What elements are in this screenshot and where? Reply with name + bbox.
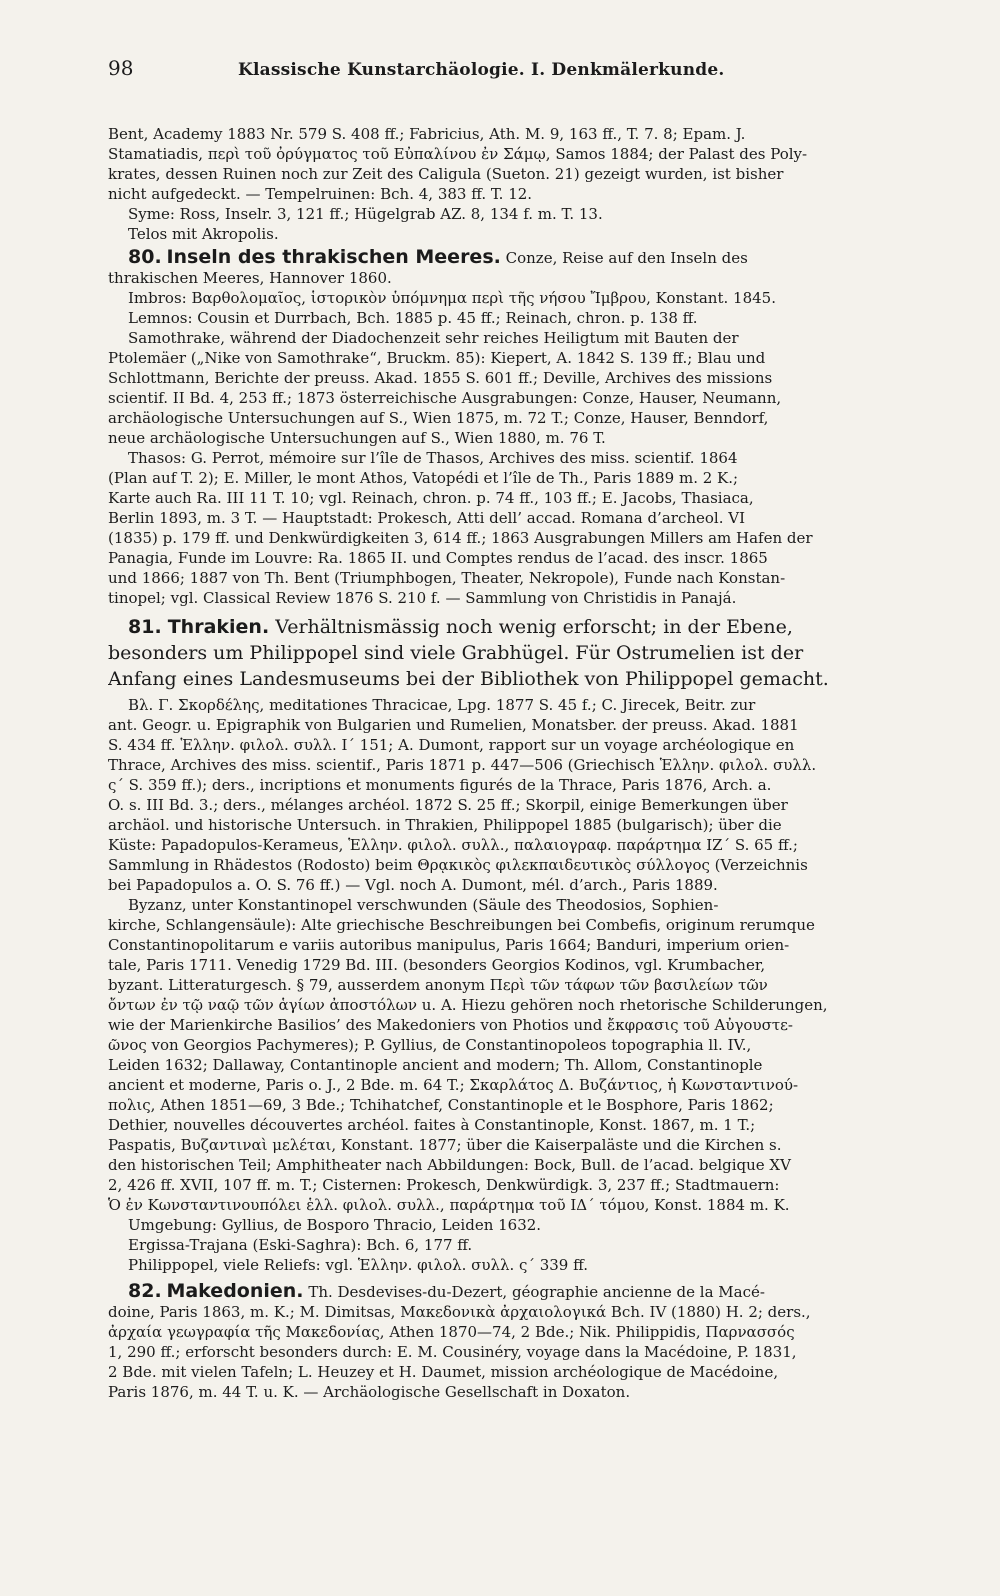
- text-line: krates, dessen Ruinen noch zur Zeit des Caligula (Sueton. 21) gezeigt wurden, ist bisher: [108, 165, 784, 183]
- text-line: O. s. III Bd. 3.; ders., mélanges archéol. 1872 S. 25 ff.; Skorpil, einige Bemerkungen über: [108, 796, 788, 814]
- text-line: Paspatis, Βυζαντιναὶ μελέται, Konstant. 1877; über die Kaiserpaläste und die Kirchen s.: [108, 1136, 782, 1154]
- text-line: Βλ. Γ. Σκορδέλης, meditationes Thracicae, Lpg. 1877 S. 45 f.; C. Jirecek, Beitr. zur: [128, 696, 756, 714]
- text-line: nicht aufgedeckt. — Tempelruinen: Bch. 4, 383 ff. T. 12.: [108, 185, 533, 203]
- text-line: Ὁ ἐν Κωνσταντινουπόλει ἑλλ. φιλολ. συλλ., παράρτημα τοῦ ΙΔ΄ τόμου, Konst. 1884 m. K.: [108, 1196, 790, 1214]
- text-line: doine, Paris 1863, m. K.; M. Dimitsas, Μακεδονικὰ ἀρχαιολογικά Bch. IV (1880) H. 2; ders.,: [108, 1303, 811, 1321]
- lead-line: Anfang eines Landesmuseums bei der Bibliothek von Philippopel gemacht.: [108, 668, 829, 690]
- lead-line: Verhältnismässig noch wenig erforscht; in der Ebene,: [275, 616, 793, 638]
- text-line: wie der Marienkirche Basilios’ des Makedoniers von Photios und ἔκφρασις τοῦ Αὐγουστε-: [108, 1016, 793, 1034]
- bibliography-samos: [108, 124, 956, 244]
- text-line: Constantinopolitarum e variis autoribus manipulus, Paris 1664; Banduri, imperium orien-: [108, 936, 790, 954]
- text-line: Leiden 1632; Dallaway, Contantinople ancient and modern; Th. Allom, Constantinople: [108, 1056, 763, 1074]
- text-line: Samothrake, während der Diadochenzeit sehr reiches Heiligtum mit Bauten der: [128, 329, 739, 347]
- text-line: ῶνος von Georgios Pachymeres); P. Gyllius, de Constantinopoleos topographia ll. IV.,: [108, 1036, 752, 1054]
- lead-line: besonders um Philippopel sind viele Grabhügel. Für Ostrumelien ist der: [108, 642, 804, 664]
- section-title: Thrakien.: [167, 616, 270, 638]
- text-line: (Plan auf T. 2); E. Miller, le mont Athos, Vatopédi et l’île de Th., Paris 1889 m. 2 K.;: [108, 469, 739, 487]
- running-title: Klassische Kunstarchäologie. I. Denkmälerkunde.: [238, 60, 725, 80]
- section-title: Makedonien.: [166, 1281, 304, 1302]
- text-line: ὄντων ἐν τῷ ναῷ τῶν ἁγίων ἀποστόλων u. A. Hiezu gehören noch rhetorische Schilderungen,: [108, 996, 828, 1014]
- section-number: 80.: [128, 247, 162, 268]
- section-81-heading: [108, 614, 956, 640]
- text-line: Panagia, Funde im Louvre: Ra. 1865 II. und Comptes rendus de l’acad. des inscr. 1865: [108, 549, 768, 567]
- text-line: Th. Desdevises-du-Dezert, géographie ancienne de la Macé-: [308, 1283, 765, 1301]
- text-line: Paris 1876, m. 44 T. u. K. — Archäologische Gesellschaft in Doxaton.: [108, 1383, 631, 1401]
- text-line: ς΄ S. 359 ff.); ders., incriptions et monuments figurés de la Thrace, Paris 1876, Arch. a.: [108, 776, 772, 794]
- text-line: 2, 426 ff. XVII, 107 ff. m. T.; Cisternen: Prokesch, Denkwürdigk. 3, 237 ff.; Stadtmauern:: [108, 1176, 780, 1194]
- text-line: Thasos: G. Perrot, mémoire sur l’île de Thasos, Archives des miss. scientif. 1864: [128, 449, 738, 467]
- text-line: Byzanz, unter Konstantinopel verschwunden (Säule des Theodosios, Sophien-: [128, 896, 719, 914]
- text-line: den historischen Teil; Amphitheater nach Abbildungen: Bock, Bull. de l’acad. belgique XV: [108, 1156, 791, 1174]
- section-82: [108, 1281, 956, 1402]
- text-line: Bent, Academy 1883 Nr. 579 S. 408 ff.; Fabricius, Ath. M. 9, 163 ff., T. 7. 8; Epam. J.: [108, 125, 746, 143]
- section-81: [108, 614, 956, 1275]
- section-80-heading: [108, 247, 956, 268]
- section-80: [108, 247, 956, 608]
- text-line: ant. Geogr. u. Epigraphik von Bulgarien und Rumelien, Monatsber. der preuss. Akad. 1881: [108, 716, 799, 734]
- section-81-lead: [108, 614, 956, 692]
- text-line: Umgebung: Gyllius, de Bosporo Thracio, Leiden 1632.: [128, 1216, 542, 1234]
- text-line: Imbros: Βαρθολομαῖος, ἱστορικὸν ὑπόμνημα περὶ τῆς νήσου Ἴμβρου, Konstant. 1845.: [128, 289, 776, 307]
- text-line: byzant. Litteraturgesch. § 79, ausserdem anonym Περὶ τῶν τάφων τῶν βασιλείων τῶν: [108, 976, 768, 994]
- text-line: Ergissa-Trajana (Eski-Saghra): Bch. 6, 177 ff.: [128, 1236, 473, 1254]
- text-line: Dethier, nouvelles découvertes archéol. faites à Constantinople, Konst. 1867, m. 1 T.;: [108, 1116, 756, 1134]
- text-line: Conze, Reise auf den Inseln des: [505, 249, 748, 267]
- section-82-heading: [108, 1281, 956, 1302]
- text-line: neue archäologische Untersuchungen auf S., Wien 1880, m. 76 T.: [108, 429, 606, 447]
- text-line: (1835) p. 179 ff. und Denkwürdigkeiten 3, 614 ff.; 1863 Ausgrabungen Millers am Hafen der: [108, 529, 813, 547]
- text-line: Karte auch Ra. III 11 T. 10; vgl. Reinach, chron. p. 74 ff., 103 ff.; E. Jacobs, Thasiaca,: [108, 489, 754, 507]
- page-number: 98: [108, 56, 134, 80]
- text-line: 1, 290 ff.; erforscht besonders durch: E. M. Cousinéry, voyage dans la Macédoine, P. 1831,: [108, 1343, 797, 1361]
- section-number: 81.: [128, 616, 162, 638]
- text-line: Syme: Ross, Inselr. 3, 121 ff.; Hügelgrab AZ. 8, 134 f. m. T. 13.: [128, 205, 603, 223]
- text-line: Philippopel, viele Reliefs: vgl. Ἑλλην. φιλολ. συλλ. ς΄ 339 ff.: [128, 1256, 589, 1274]
- text-line: Lemnos: Cousin et Durrbach, Bch. 1885 p. 45 ff.; Reinach, chron. p. 138 ff.: [128, 309, 698, 327]
- text-line: scientif. II Bd. 4, 253 ff.; 1873 österreichische Ausgrabungen: Conze, Hauser, Neumann,: [108, 389, 782, 407]
- text-line: Ptolemäer („Nike von Samothrake“, Bruckm. 85): Kiepert, A. 1842 S. 139 ff.; Blau und: [108, 349, 766, 367]
- text-line: ancient et moderne, Paris o. J., 2 Bde. m. 64 T.; Σκαρλάτος Δ. Βυζάντιος, ἡ Κωνσταντινού-: [108, 1076, 799, 1094]
- text-line: und 1866; 1887 von Th. Bent (Triumphbogen, Theater, Nekropole), Funde nach Konstan-: [108, 569, 786, 587]
- text-line: Küste: Papadopulos-Kerameus, Ἑλλην. φιλολ. συλλ., παλαιογραφ. παράρτημα ΙΖ΄ S. 65 ff.;: [108, 836, 798, 854]
- section-title: Inseln des thrakischen Meeres.: [166, 247, 501, 268]
- text-line: archäologische Untersuchungen auf S., Wien 1875, m. 72 T.; Conze, Hauser, Benndorf,: [108, 409, 769, 427]
- text-line: tinopel; vgl. Classical Review 1876 S. 210 f. — Sammlung von Christidis in Panajá.: [108, 589, 737, 607]
- text-line: Stamatiadis, περὶ τοῦ ὀρύγματος τοῦ Εὐπαλίνου ἐν Σάμῳ, Samos 1884; der Palast des Poly-: [108, 145, 808, 163]
- text-line: Thrace, Archives des miss. scientif., Paris 1871 p. 447—506 (Griechisch Ἑλλην. φιλολ. συλλ.: [108, 756, 817, 774]
- text-line: Sammlung in Rhädestos (Rodosto) beim Θρᾳκικὸς φιλεκπαιδευτικὸς σύλλογος (Verzeichnis: [108, 856, 808, 874]
- text-line: kirche, Schlangensäule): Alte griechische Beschreibungen bei Combefis, originum rerumque: [108, 916, 815, 934]
- section-number: 82.: [128, 1281, 162, 1302]
- text-line: S. 434 ff. Ἑλλην. φιλολ. συλλ. Ι΄ 151; A. Dumont, rapport sur un voyage archéologique en: [108, 736, 795, 754]
- text-line: 2 Bde. mit vielen Tafeln; L. Heuzey et H. Daumet, mission archéologique de Macédoine,: [108, 1363, 779, 1381]
- text-line: πολις, Athen 1851—69, 3 Bde.; Tchihatchef, Constantinople et le Bosphore, Paris 1862;: [108, 1096, 774, 1114]
- text-line: archäol. und historische Untersuch. in Thrakien, Philippopel 1885 (bulgarisch); über die: [108, 816, 782, 834]
- text-line: Berlin 1893, m. 3 T. — Hauptstadt: Prokesch, Atti dell’ accad. Romana d’archeol. VI: [108, 509, 746, 527]
- text-line: tale, Paris 1711. Venedig 1729 Bd. III. (besonders Georgios Kodinos, vgl. Krumbacher,: [108, 956, 766, 974]
- text-line: Schlottmann, Berichte der preuss. Akad. 1855 S. 601 ff.; Deville, Archives des missions: [108, 369, 773, 387]
- text-line: thrakischen Meeres, Hannover 1860.: [108, 269, 392, 287]
- page-header: [108, 56, 956, 96]
- text-line: bei Papadopulos a. O. S. 76 ff.) — Vgl. noch A. Dumont, mél. d’arch., Paris 1889.: [108, 876, 718, 894]
- text-line: ἀρχαία γεωγραφία τῆς Μακεδονίας, Athen 1870—74, 2 Bde.; Nik. Philippidis, Παρνασσός: [108, 1323, 795, 1341]
- text-line: Telos mit Akropolis.: [128, 225, 279, 243]
